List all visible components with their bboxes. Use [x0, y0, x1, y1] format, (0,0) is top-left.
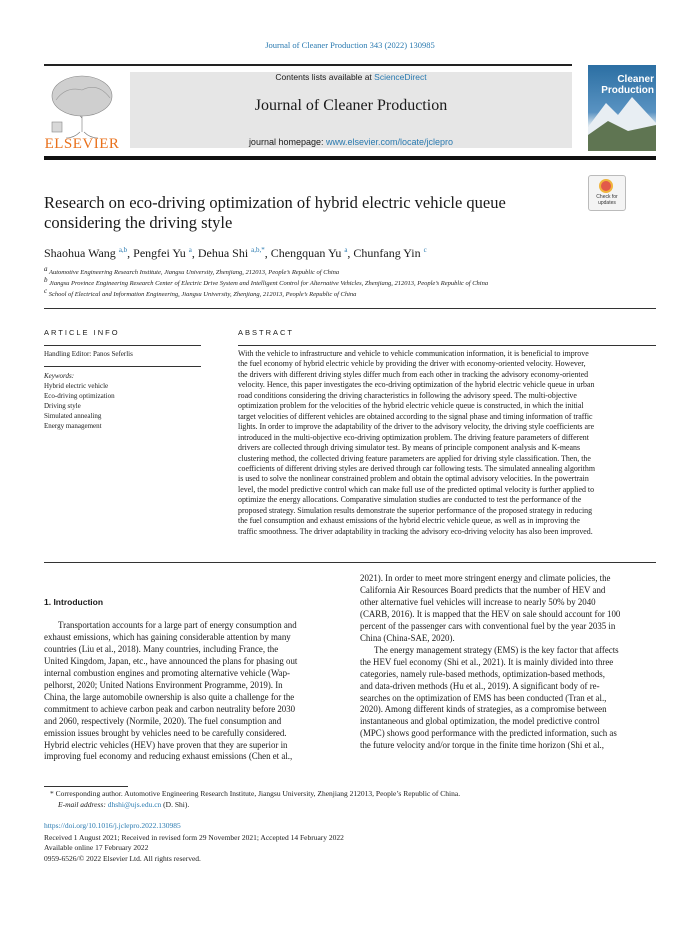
body-line: California Air Resources Board predicts that the number of HEV and [360, 584, 606, 595]
available-online: Available online 17 February 2022 [44, 843, 149, 852]
email-line [58, 800, 670, 809]
body-line: 2020). Among different kinds of strategies, as a compromise between [360, 704, 607, 715]
abstract-line: target velocities of different vehicles are obtained according to the signal phase and timing information of traffic [238, 411, 593, 421]
publisher-name: ELSEVIER [44, 136, 120, 152]
body-line: emission issues brought by vehicles need to be carefully considered. [44, 727, 287, 738]
author-affil-mark[interactable]: c [423, 246, 427, 254]
abstract-heading: ABSTRACT [238, 328, 295, 337]
author-name[interactable]: Pengfei Yu [133, 246, 186, 260]
email-suffix: (D. Shi). [161, 800, 190, 809]
abstract-line: road conditions considering the driving characteristics in following the advisory speed. The multi-objective [238, 390, 577, 400]
body-line: searches on the optimization of EMS has been conducted (Tran et al., [360, 692, 607, 703]
affiliation-mark: c [44, 287, 48, 295]
body-line: The energy management strategy (EMS) is the key factor that affects [374, 644, 619, 655]
affiliation-mark: b [44, 276, 48, 284]
corresponding-author-note: * Corresponding author. Automotive Engineering Research Institute, Jiangsu University, Zhenjiang 212013, People’s Republic of China. [50, 789, 461, 798]
header-thick-rule [44, 156, 656, 160]
abstract-line: optimization problem for the velocities of the hybrid electric vehicle queue is constructed, in which the initial [238, 401, 584, 411]
cover-title: Cleaner Production [601, 74, 654, 96]
body-line: countries (Liu et al., 2018). Many countries, including France, the [44, 643, 279, 654]
body-line: percent of the passenger cars with conventional fuel by the year 2035 in [360, 620, 616, 631]
sciencedirect-link[interactable]: ScienceDirect [374, 72, 427, 82]
abstract-line: is used to solve the nonlinear constrained problem and obtain the optimal advisory velocities. In the powertrain [238, 474, 589, 484]
section-rule [44, 308, 656, 309]
affiliation-text: Jiangsu Province Engineering Research Center of Electric Drive System and Intelligent Control for Alternative Vehicles, Zhenjiang, 212013, People’s Republic of China [49, 280, 489, 288]
keyword: Eco-driving optimization [44, 392, 115, 400]
homepage-link[interactable]: www.elsevier.com/locate/jclepro [326, 137, 454, 147]
author-affil-mark[interactable]: a [188, 246, 192, 254]
body-line: exhaust emissions, which has gaining considerable attention by many [44, 631, 291, 642]
footnote-rule [44, 786, 128, 787]
abstract-line: introduced in the multi-objective eco-driving optimization problem. The driving feature parameters of different [238, 432, 589, 442]
contents-prefix: Contents lists available at [275, 72, 375, 82]
body-line: Transportation accounts for a large part of energy consumption and [58, 620, 297, 630]
body-line: (MPC) shows good performance with the predicted information, such as [360, 728, 617, 739]
body-line: China, the large automobile ownership is also quite a challenge for the [44, 691, 295, 702]
section-heading-introduction: 1. Introduction [44, 597, 104, 607]
author-name[interactable]: Shaohua Wang [44, 246, 116, 260]
body-line: pelhorst, 2020; United Nations Environment Programme, 2019). In [44, 679, 283, 690]
contents-line [130, 72, 572, 82]
body-line: (CARB, 2016). It is mapped that the HEV on sale should account for 100 [360, 608, 621, 619]
body-line: China (China-SAE, 2020). [360, 632, 455, 643]
received-dates: Received 1 August 2021; Received in revised form 29 November 2021; Accepted 14 February 2022 [44, 833, 344, 842]
body-line: the future velocity and/or torque in the finite time horizon (Shi et al., [360, 740, 604, 751]
intro-left-column [44, 620, 340, 763]
journal-title: Journal of Cleaner Production [254, 97, 448, 114]
abstract-line: drivers are collected through driving simulator test. By means of principle component analysis and K-means [238, 443, 581, 453]
keyword: Driving style [44, 402, 81, 410]
intro-right-column [360, 573, 656, 752]
abstract-line: optimize the energy allocations. Comparative simulation studies are conducted to test the performance of the [238, 495, 582, 505]
body-line: and 2060, respectively (Normile, 2020). The fuel consumption and [44, 715, 282, 726]
check-for-updates-label: Check for updates [596, 194, 618, 206]
doi-link[interactable]: https://doi.org/10.1016/j.jclepro.2022.130985 [44, 821, 181, 830]
affiliation-text: Automotive Engineering Research Institute, Jiangsu University, Zhenjiang, 212013, People’s Republic of China [49, 269, 340, 277]
keyword: Hybrid electric vehicle [44, 382, 109, 390]
keyword: Energy management [44, 422, 102, 430]
abstract-line: traffic smoothness. The driver adaptability in tracking the advisory eco-driving velocity has also been improved. [238, 526, 593, 536]
affiliation [44, 287, 656, 299]
keyword: Simulated annealing [44, 412, 102, 420]
affiliation-mark: a [44, 265, 48, 273]
body-line: 2021). In order to meet more stringent energy and climate policies, the [360, 573, 611, 583]
body-line: other alternative fuel vehicles will increase to nearly 50% by 2040 [360, 596, 596, 607]
handling-editor: Handling Editor: Panos Seferlis [44, 350, 133, 358]
body-line: improving fuel economy and reducing exhaust emissions (Chen et al., [44, 751, 293, 762]
body-line: commitment to achieve carbon peak and carbon neutrality before 2030 [44, 703, 296, 714]
affiliation [44, 276, 656, 288]
author-list: Shaohua Wang $^{a,b}$, Pengfei Yu $^a$, Dehua Shi $^{a,b,*}$, Chengquan Yu $^a$, Chunfang Yin $^c$ [44, 246, 427, 260]
abstract-line: proposed strategy. Simulation results demonstrate the superior performance of the proposed strategy in reducing [238, 505, 593, 515]
author-name[interactable]: Chengquan Yu [270, 246, 342, 260]
abstract-bottom-rule [44, 562, 656, 563]
affiliation [44, 265, 656, 277]
abstract-line: the drivers with different driving styles differ much from each other in tracking the advisory economy-oriented [238, 369, 589, 379]
affiliation-text: School of Electrical and Information Engineering, Jiangsu University, Zhenjiang, 212013, People’s Republic of China [48, 291, 357, 299]
bookmark-icon [599, 179, 613, 193]
homepage-prefix: journal homepage: [248, 137, 326, 147]
article-info-heading: ARTICLE INFO [44, 328, 120, 337]
body-line: categories, namely rule-based methods, optimization-based methods, [360, 668, 605, 679]
abstract-rule [238, 345, 656, 346]
abstract-line: velocity. Hence, this paper investigates the eco-driving optimization of the hybrid electric vehicle queue in urban [238, 380, 595, 390]
journal-citation[interactable]: Journal of Cleaner Production 343 (2022) 130985 [265, 40, 435, 50]
author-affil-mark[interactable]: a,b,* [251, 246, 265, 254]
body-line: internal combustion engines and promoting alternative vehicle (Wap- [44, 667, 290, 678]
abstract-line: level, the model predictive control which can make full use of the predicted optimal velocity is further applied to [238, 484, 595, 494]
body-line: and data-driven methods (Hu et al., 2019). A significant body of re- [360, 680, 600, 691]
body-line: the HEV fuel economy (Shi et al., 2021). It is mainly divided into three [360, 656, 614, 667]
journal-homepage [130, 137, 572, 147]
article-info-rule [44, 345, 201, 346]
author-name[interactable]: Dehua Shi [197, 246, 249, 260]
abstract-body [238, 349, 656, 537]
abstract-line: With the vehicle to infrastructure and vehicle to vehicle communication information, it is beneficial to improve [238, 349, 589, 358]
body-line: instantaneous and global optimization, the model predictive control [360, 716, 600, 727]
email-label: E-mail address: [58, 800, 108, 809]
issn-copyright: 0959-6526/© 2022 Elsevier Ltd. All rights reserved. [44, 854, 201, 863]
body-line: Hybrid electric vehicles (HEV) have proven that they are superior in [44, 739, 288, 750]
header-rule [44, 64, 572, 66]
author-affil-mark[interactable]: a [344, 246, 348, 254]
body-line: United Kingdom, Japan, etc., have announced the plans for phasing out [44, 655, 298, 666]
abstract-line: clustering method, the collected driving feature parameters are applied for driving style classification. Then, the [238, 453, 591, 463]
abstract-line: lights. In order to improve the adaptability of the driver to the advisory velocity, the driving style coefficients are [238, 422, 595, 432]
author-affil-mark[interactable]: a,b [118, 246, 128, 254]
keywords-rule [44, 366, 201, 367]
email-link[interactable]: dhshi@ujs.edu.cn [107, 800, 162, 809]
author-name[interactable]: Chunfang Yin [353, 246, 421, 260]
abstract-line: coefficients of different driving styles are derived through car following tests. The simulated annealing algorithm [238, 463, 595, 473]
article-title: Research on eco-driving optimization of hybrid electric vehicle queue considering the driving style [44, 193, 506, 232]
abstract-line: the fuel economy of hybrid electric vehicle by providing the driver with economy-oriented velocity. However, [238, 359, 586, 369]
abstract-line: the fuel consumption and exhaust emissions of the hybrid electric vehicle queue, as well as in improving the [238, 516, 580, 526]
keywords-label: Keywords: [44, 372, 75, 380]
